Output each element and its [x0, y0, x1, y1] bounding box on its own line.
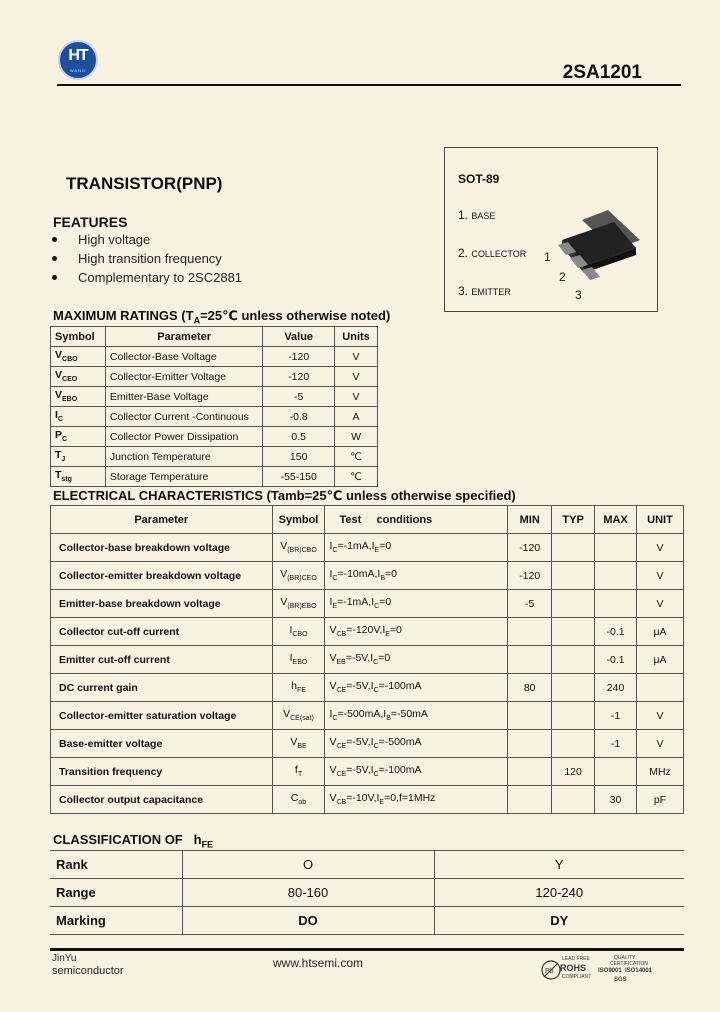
- sgs-label: SGS: [614, 977, 627, 983]
- pin-3-mark: 3: [575, 288, 582, 302]
- condition-cell: $I_C=-10mA,I_B=0$: [325, 562, 508, 590]
- value-cell: -0.8: [263, 407, 335, 427]
- parameter-cell: Collector-Base Voltage: [105, 347, 262, 367]
- symbol-cell: $V_{(BR)CEO}$: [272, 562, 325, 590]
- part-number: 2SA1201: [562, 62, 642, 83]
- max-cell: [595, 758, 637, 786]
- footer-divider: [50, 948, 684, 951]
- symbol-cell: $C_{ob}$: [272, 786, 325, 814]
- lead-free-label: LEAD FREE: [562, 956, 590, 962]
- table-row: [51, 618, 684, 646]
- min-cell: [508, 702, 552, 730]
- company-name-line2: semiconductor: [52, 965, 124, 977]
- pin-2-label: 2. COLLECTOR: [458, 246, 527, 260]
- table-row: [51, 367, 378, 387]
- table-row: [51, 467, 378, 487]
- max-cell: -1: [595, 702, 637, 730]
- unit-cell: V: [335, 387, 378, 407]
- parameter-cell: Transition frequency: [51, 758, 273, 786]
- parameter-cell: Collector-base breakdown voltage: [51, 534, 273, 562]
- table-row: [51, 646, 684, 674]
- parameter-cell: Emitter-Base Voltage: [105, 387, 262, 407]
- symbol-cell: $T_{stg}$: [51, 467, 106, 487]
- max-cell: 30: [595, 786, 637, 814]
- symbol-cell: $I_{EBO}$: [272, 646, 325, 674]
- condition-cell: $I_C=-1mA,I_E=0$: [325, 534, 508, 562]
- max-cell: [595, 590, 637, 618]
- classification-table: [50, 850, 684, 935]
- unit-cell: V: [335, 347, 378, 367]
- typ-cell: [552, 534, 595, 562]
- max-cell: -0.1: [595, 618, 637, 646]
- min-cell: -120: [508, 562, 552, 590]
- typ-cell: [552, 562, 595, 590]
- min-cell: [508, 618, 552, 646]
- parameter-cell: Storage Temperature: [105, 467, 262, 487]
- symbol-cell: $V_{EBO}$: [51, 387, 106, 407]
- unit-cell: MHz: [637, 758, 684, 786]
- unit-cell: W: [335, 427, 378, 447]
- condition-cell: $V_{CB}=-10V,I_E=0,f=1MHz$: [325, 786, 508, 814]
- table-row: [51, 387, 378, 407]
- condition-cell: $I_E=-1mA,I_C=0$: [325, 590, 508, 618]
- feature-item: High voltage: [52, 232, 242, 251]
- min-cell: [508, 730, 552, 758]
- parameter-cell: Collector Power Dissipation: [105, 427, 262, 447]
- parameter-cell: DC current gain: [51, 674, 273, 702]
- feature-item: Complementary to 2SC2881: [52, 270, 242, 289]
- table-row: [51, 447, 378, 467]
- unit-cell: ℃: [335, 447, 378, 467]
- max-cell: [595, 534, 637, 562]
- typ-cell: [552, 730, 595, 758]
- value-cell: -5: [263, 387, 335, 407]
- condition-cell: $V_{EB}=-5V,I_C=0$: [325, 646, 508, 674]
- typ-cell: [552, 590, 595, 618]
- max-ratings-title: MAXIMUM RATINGS ($T_A=25℃$ unless otherwise noted): [53, 308, 391, 326]
- unit-cell: ℃: [335, 467, 378, 487]
- value-cell: -120: [263, 367, 335, 387]
- typ-cell: [552, 618, 595, 646]
- company-logo: [58, 40, 98, 80]
- svg-text:Pb: Pb: [545, 968, 554, 975]
- parameter-cell: Collector-Emitter Voltage: [105, 367, 262, 387]
- value-cell: 0.5: [263, 427, 335, 447]
- table-row: [51, 562, 684, 590]
- value-cell: -55-150: [263, 467, 335, 487]
- electrical-title: ELECTRICAL CHARACTERISTICS (Tamb=25℃ unless otherwise specified): [53, 488, 516, 503]
- max-ratings-table: [50, 326, 378, 487]
- max-cell: 240: [595, 674, 637, 702]
- symbol-cell: $V_{BE}$: [272, 730, 325, 758]
- value-cell: 150: [263, 447, 335, 467]
- unit-cell: V: [637, 730, 684, 758]
- unit-cell: V: [637, 590, 684, 618]
- min-cell: [508, 758, 552, 786]
- table-row: [50, 907, 684, 935]
- unit-cell: V: [637, 534, 684, 562]
- unit-cell: V: [335, 367, 378, 387]
- value-cell: 120-240: [434, 879, 684, 907]
- min-cell: [508, 646, 552, 674]
- table-header-row: Symbol Parameter Value Units: [51, 327, 378, 347]
- table-row: [51, 534, 684, 562]
- logo-text: HT: [68, 47, 88, 64]
- unit-cell: A: [335, 407, 378, 427]
- parameter-cell: Base-emitter voltage: [51, 730, 273, 758]
- unit-cell: V: [637, 562, 684, 590]
- table-row: [50, 851, 684, 879]
- unit-cell: V: [637, 702, 684, 730]
- bullet-icon: [52, 256, 57, 261]
- feature-item: High transition frequency: [52, 251, 242, 270]
- parameter-cell: Emitter-base breakdown voltage: [51, 590, 273, 618]
- parameter-cell: Collector cut-off current: [51, 618, 273, 646]
- pin-1-mark: 1: [544, 250, 551, 264]
- condition-cell: $I_C=-500mA,I_B=-50mA$: [325, 702, 508, 730]
- table-row: [51, 427, 378, 447]
- table-row: [51, 674, 684, 702]
- table-row: [51, 758, 684, 786]
- symbol-cell: $P_C$: [51, 427, 106, 447]
- features-heading: FEATURES: [53, 214, 128, 230]
- parameter-cell: Junction Temperature: [105, 447, 262, 467]
- unit-cell: μA: [637, 646, 684, 674]
- unit-cell: pF: [637, 786, 684, 814]
- pin-3-label: 3. EMITTER: [458, 284, 511, 298]
- symbol-cell: $I_{CBO}$: [272, 618, 325, 646]
- pb-free-icon: [540, 959, 562, 981]
- certification-marks: [540, 955, 680, 987]
- bullet-icon: [52, 275, 57, 280]
- value-cell: 80-160: [182, 879, 434, 907]
- symbol-cell: $V_{CBO}$: [51, 347, 106, 367]
- min-cell: -5: [508, 590, 552, 618]
- symbol-cell: $V_{(BR)EBO}$: [272, 590, 325, 618]
- certification-label: CERTIFICATION: [610, 961, 648, 967]
- value-cell: O: [182, 851, 434, 879]
- value-cell: -120: [263, 347, 335, 367]
- value-cell: Y: [434, 851, 684, 879]
- symbol-cell: $I_C$: [51, 407, 106, 427]
- table-row: [51, 702, 684, 730]
- row-label: Range: [50, 879, 182, 907]
- typ-cell: [552, 646, 595, 674]
- typ-cell: [552, 674, 595, 702]
- unit-cell: [637, 674, 684, 702]
- company-name-line1: JinYu: [52, 953, 77, 964]
- parameter-cell: Collector Current -Continuous: [105, 407, 262, 427]
- row-label: Rank: [50, 851, 182, 879]
- condition-cell: $V_{CE}=-5V,I_C=-100mA$: [325, 674, 508, 702]
- max-cell: -1: [595, 730, 637, 758]
- min-cell: 80: [508, 674, 552, 702]
- electrical-table: [50, 505, 684, 814]
- sot89-package-icon: [540, 200, 650, 305]
- table-row: [51, 347, 378, 367]
- package-name: SOT-89: [458, 172, 500, 186]
- typ-cell: [552, 702, 595, 730]
- typ-cell: 120: [552, 758, 595, 786]
- symbol-cell: $V_{CE(sat)}$: [272, 702, 325, 730]
- parameter-cell: Collector-emitter breakdown voltage: [51, 562, 273, 590]
- symbol-cell: $h_{FE}$: [272, 674, 325, 702]
- rohs-label: ROHS: [560, 963, 587, 973]
- compliant-label: COMPLIANT: [562, 974, 592, 980]
- min-cell: -120: [508, 534, 552, 562]
- row-label: Marking: [50, 907, 182, 935]
- features-list: [52, 232, 242, 289]
- typ-cell: [552, 786, 595, 814]
- min-cell: [508, 786, 552, 814]
- logo-subtext: WANG: [69, 68, 87, 73]
- pin-1-label: 1. BASE: [458, 208, 496, 222]
- classification-title: CLASSIFICATION OF $h_{FE}$: [53, 832, 214, 850]
- max-cell: -0.1: [595, 646, 637, 674]
- value-cell: DO: [182, 907, 434, 935]
- page-title: TRANSISTOR(PNP): [66, 174, 223, 193]
- table-row: [51, 407, 378, 427]
- max-cell: [595, 562, 637, 590]
- bullet-icon: [52, 237, 57, 242]
- parameter-cell: Collector-emitter saturation voltage: [51, 702, 273, 730]
- table-row: [51, 730, 684, 758]
- table-row: [50, 879, 684, 907]
- table-row: [51, 590, 684, 618]
- header-divider: [57, 84, 681, 86]
- table-row: [51, 786, 684, 814]
- symbol-cell: $f_T$: [272, 758, 325, 786]
- table-header-row: Parameter Symbol Test conditions MIN TYP MAX UNIT: [51, 506, 684, 534]
- symbol-cell: $V_{CEO}$: [51, 367, 106, 387]
- condition-cell: $V_{CB}=-120V,I_E=0$: [325, 618, 508, 646]
- iso-label: ISO9001 ISO14001: [598, 968, 653, 974]
- symbol-cell: $V_{(BR)CBO}$: [272, 534, 325, 562]
- parameter-cell: Collector output capacitance: [51, 786, 273, 814]
- value-cell: DY: [434, 907, 684, 935]
- quality-label: QUALITY: [614, 955, 636, 961]
- unit-cell: μA: [637, 618, 684, 646]
- website-link[interactable]: www.htsemi.com: [273, 956, 364, 970]
- parameter-cell: Emitter cut-off current: [51, 646, 273, 674]
- condition-cell: $V_{CE}=-5V,I_C=-100mA$: [325, 758, 508, 786]
- condition-cell: $V_{CE}=-5V,I_C=-500mA$: [325, 730, 508, 758]
- pin-2-mark: 2: [559, 270, 566, 284]
- symbol-cell: $T_J$: [51, 447, 106, 467]
